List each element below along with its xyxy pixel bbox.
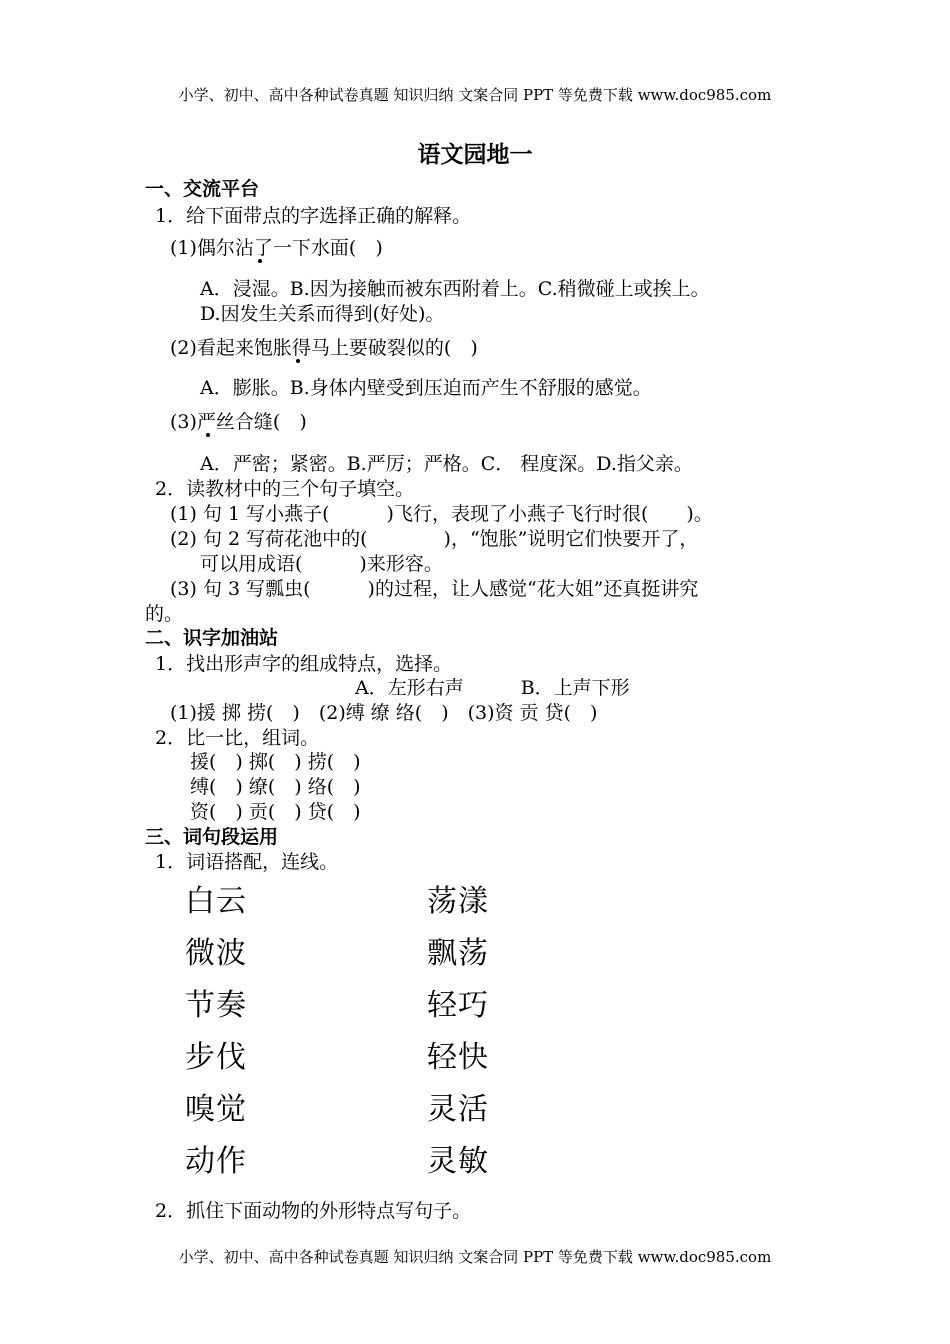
choice-items: (1)援 掷 捞( ) (2)缚 缭 络( ) (3)资 贡 贷( ) bbox=[170, 702, 598, 724]
question-3-1: 1．词语搭配，连线。 bbox=[155, 851, 339, 873]
section-heading-1: 一、交流平台 bbox=[145, 178, 260, 200]
compare-row: 援( ) 掷( ) 捞( ) bbox=[190, 751, 361, 773]
match-right-word: 灵活 bbox=[427, 1092, 489, 1127]
match-left-word: 步伐 bbox=[185, 1040, 247, 1075]
compare-row: 资( ) 贡( ) 贷( ) bbox=[190, 801, 361, 823]
question-1-1: 1．给下面带点的字选择正确的解释。 bbox=[155, 205, 472, 227]
part-1-options-b: D.因发生关系而得到(好处)。 bbox=[200, 303, 445, 325]
part-3-text: (3)严丝合缝( ) bbox=[170, 411, 307, 433]
match-right-word: 荡漾 bbox=[427, 884, 489, 919]
part-3-options: A．严密；紧密。B.严厉；严格。C． 程度深。D.指父亲。 bbox=[200, 453, 693, 475]
sentence-1: (1) 句 1 写小燕子( )飞行，表现了小燕子飞行时很( )。 bbox=[170, 503, 713, 525]
page-header: 小学、初中、高中各种试卷真题 知识归纳 文案合同 PPT 等免费下载 www.doc985.com bbox=[178, 86, 772, 104]
emphasis-dot bbox=[258, 259, 262, 263]
question-1-2: 2．读教材中的三个句子填空。 bbox=[155, 478, 415, 500]
match-left-word: 微波 bbox=[185, 936, 247, 971]
question-3-2: 2．抓住下面动物的外形特点写句子。 bbox=[155, 1200, 472, 1222]
question-2-2: 2．比一比，组词。 bbox=[155, 727, 320, 749]
match-right-word: 飘荡 bbox=[427, 936, 489, 971]
sentence-2-cont: 可以用成语( )来形容。 bbox=[200, 553, 443, 575]
sentence-2: (2) 句 2 写荷花池中的( )，“饱胀”说明它们快要开了， bbox=[170, 528, 699, 550]
page-title: 语文园地一 bbox=[417, 142, 533, 168]
emphasis-dot bbox=[296, 359, 300, 363]
match-right-word: 轻巧 bbox=[427, 988, 489, 1023]
sentence-3: (3) 句 3 写瓢虫( )的过程，让人感觉“花大姐”还真挺讲究 bbox=[170, 578, 699, 600]
part-2-options: A．膨胀。B.身体内壁受到压迫而产生不舒服的感觉。 bbox=[200, 377, 652, 399]
sentence-3-cont: 的。 bbox=[145, 603, 184, 625]
match-left-word: 动作 bbox=[185, 1144, 247, 1179]
match-right-word: 轻快 bbox=[427, 1040, 489, 1075]
choice-options: A．左形右声 B．上声下形 bbox=[355, 677, 630, 699]
section-heading-2: 二、识字加油站 bbox=[145, 627, 279, 649]
match-left-word: 嗅觉 bbox=[185, 1092, 247, 1127]
part-1-options-a: A．浸湿。B.因为接触而被东西附着上。C.稍微碰上或挨上。 bbox=[200, 278, 710, 300]
emphasis-dot bbox=[206, 433, 210, 437]
compare-row: 缚( ) 缭( ) 络( ) bbox=[190, 776, 361, 798]
question-2-1: 1．找出形声字的组成特点，选择。 bbox=[155, 653, 453, 675]
match-left-word: 节奏 bbox=[185, 988, 247, 1023]
page-footer: 小学、初中、高中各种试卷真题 知识归纳 文案合同 PPT 等免费下载 www.doc985.com bbox=[178, 1248, 772, 1266]
section-heading-3: 三、词句段运用 bbox=[145, 826, 279, 848]
match-right-word: 灵敏 bbox=[427, 1144, 489, 1179]
part-1-text: (1)偶尔沾了一下水面( ) bbox=[170, 237, 383, 259]
match-left-word: 白云 bbox=[185, 884, 247, 919]
part-2-text: (2)看起来饱胀得马上要破裂似的( ) bbox=[170, 337, 478, 359]
